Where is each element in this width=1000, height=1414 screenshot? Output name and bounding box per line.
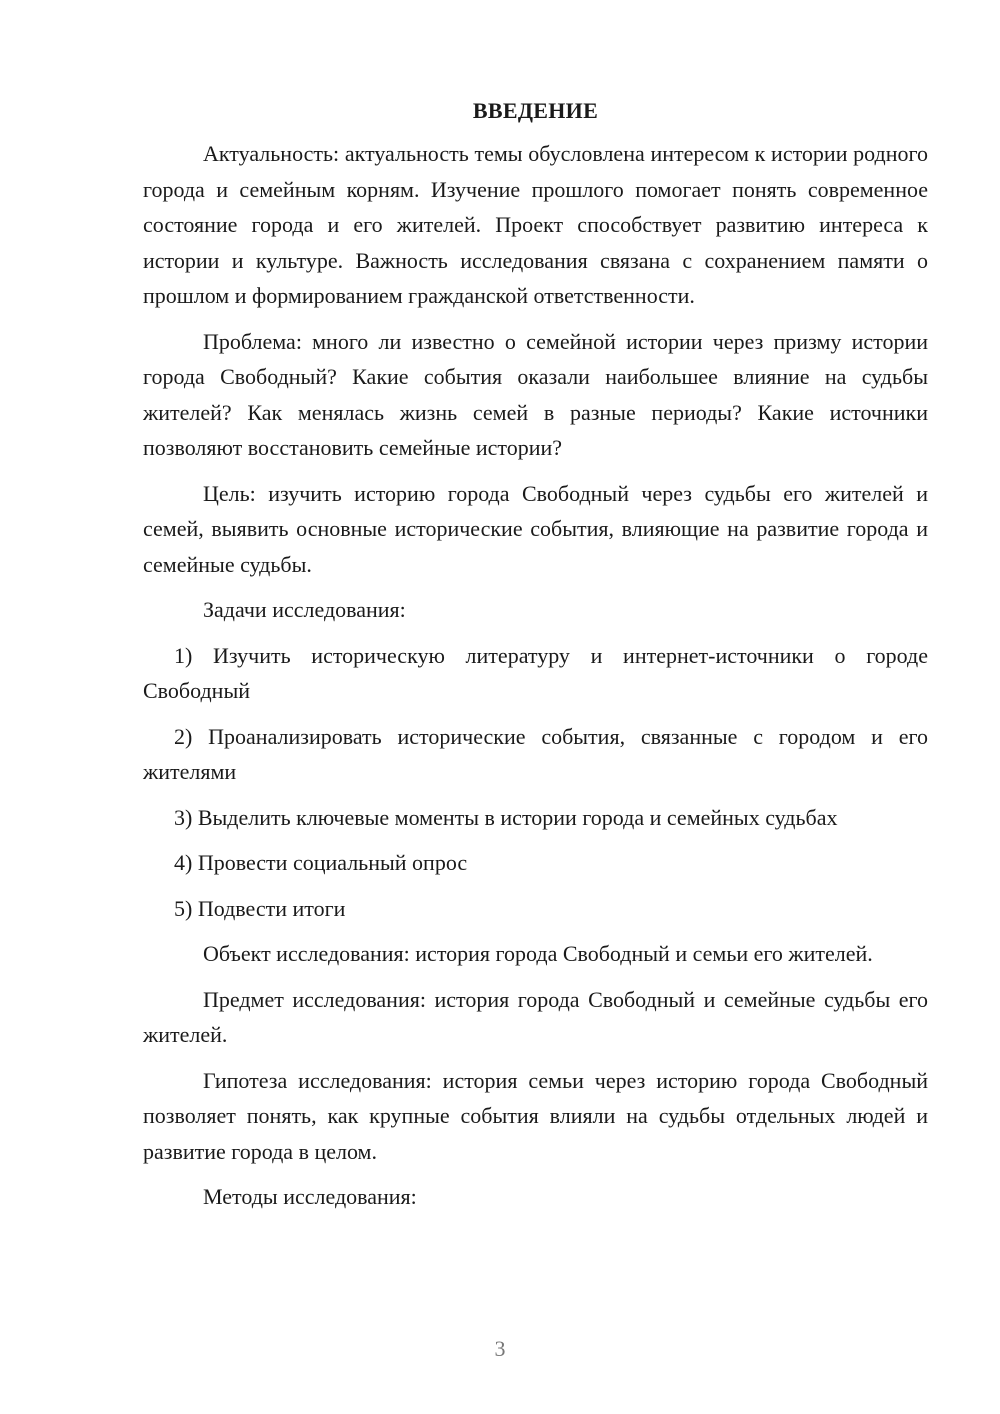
task-item-3: 3) Выделить ключевые моменты в истории города и семейных судьбах xyxy=(174,804,838,830)
task-item-4: 4) Провести социальный опрос xyxy=(174,850,468,875)
task-item-2: 2) Проанализировать исторические события, связанные с городом и его жителями xyxy=(143,723,928,784)
page-title: ВВЕДЕНИЕ xyxy=(472,98,599,123)
subject-paragraph: Предмет исследования: история города Свободный и семейные судьбы его жителей. xyxy=(143,986,928,1047)
relevance-paragraph: Актуальность: актуальность темы обусловлена интересом к истории родного города и семейным корням. Изучение прошлого помогает понять современное состояние города и его жителей. Проект способствует развитию интереса к истории и культуре. Важность исследования связана с сохранением памяти о прошлом и формированием гражданской ответственности. xyxy=(143,141,928,308)
hypothesis-paragraph: Гипотеза исследования: история семьи через историю города Свободный позволяет понять, как крупные события влияли на судьбы отдельных людей и развитие города в целом. xyxy=(143,1067,928,1164)
object-paragraph: Объект исследования: история города Свободный и семьи его жителей. xyxy=(203,941,873,966)
page-content xyxy=(143,96,928,1225)
task-item-5: 5) Подвести итоги xyxy=(174,895,346,921)
goal-paragraph: Цель: изучить историю города Свободный через судьбы его жителей и семей, выявить основные исторические события, влияющие на развитие города и семейные судьбы. xyxy=(143,480,928,577)
page-number: 3 xyxy=(494,1336,506,1361)
task-item-1: 1) Изучить историческую литературу и интернет-источники о городе Свободный xyxy=(143,642,928,703)
problem-paragraph: Проблема: много ли известно о семейной истории через призму истории города Свободный? Какие события оказали наибольшее влияние на судьбы жителей? Как менялась жизнь семей в разные периоды? Какие источники позволяют восстановить семейные истории? xyxy=(143,328,928,460)
methods-heading: Методы исследования: xyxy=(203,1184,417,1209)
tasks-heading: Задачи исследования: xyxy=(203,597,406,622)
